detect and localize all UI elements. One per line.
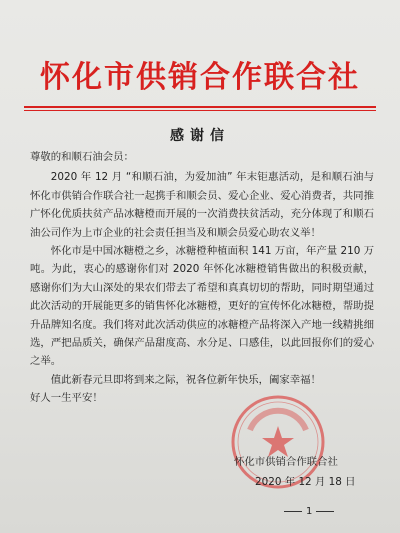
letterhead-rule-thick [24,106,376,108]
letter-paragraph: 2020 年 12 月 “和顺石油，为爱加油” 年末钜惠活动，是和顺石油与怀化市供销合作联合社一起携手和顺会员、爱心企业、爱心消费者，共同推广怀化优质扶贫产品冰糖橙而开展的一次消费扶贫活动，充分体现了和顺石油公司作为上市企业的社会责任担当及和顺会员爱心助农义举！ [30,171,374,239]
letter-paragraph: 值此新春元旦即将到来之际，祝各位新年快乐，阖家幸福！ [50,373,321,386]
page-number [280,506,380,517]
letter-closing: 好人一生平安！ [30,392,103,405]
letterhead-org-name: 怀化市供销合作联合社 [40,60,360,95]
letterhead-rule-thin [24,110,376,111]
letter-title: 感谢信 [170,128,230,144]
signature-date: 2020 年 12 月 18 日 [255,476,356,488]
letter-body [30,148,374,408]
letter-paragraph: 怀化市是中国冰糖橙之乡，冰糖橙种植面积 141 万亩，年产量 210 万吨。为此，衷心的感谢你们对 2020 年怀化冰糖橙销售做出的积极贡献，感谢你们为大山深处的果农们带去了希望和真真切切的帮助，同时期望通过此次活动的开展能更多的销售怀化冰糖橙，更好的宣传怀化冰糖橙，帮助提升品牌知名度。我们将对此次活动供应的冰糖橙产品将深入产地一线精挑细选，严把品质关，确保产品甜度高、水分足、口感佳，以此回报你们的爱心之举。 [30,245,374,368]
signature-organization: 怀化市供销合作联合社 [234,456,338,468]
page-number-value: 1 [306,506,313,517]
letter-greeting: 尊敬的和顺石油会员： [30,151,134,163]
